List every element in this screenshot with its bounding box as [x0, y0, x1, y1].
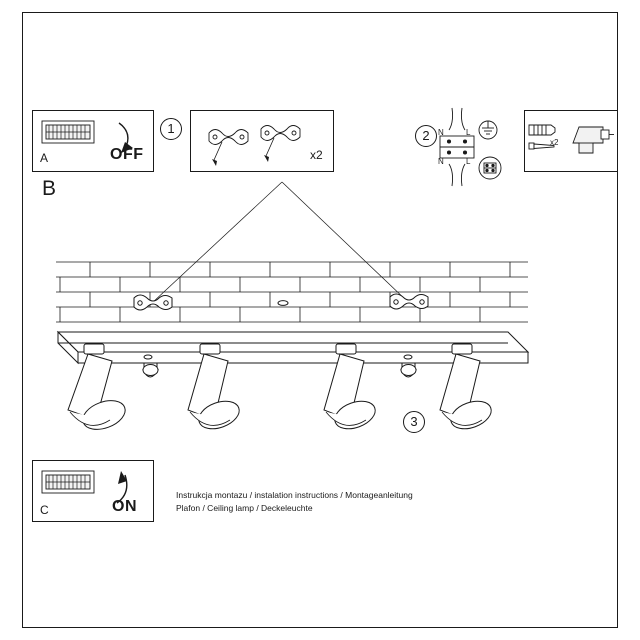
document-subtitle: Plafon / Ceiling lamp / Deckeleuchte	[176, 503, 313, 513]
step-2-number: 2	[415, 125, 437, 147]
panel-c-letter: C	[40, 503, 49, 517]
step-1-number: 1	[160, 118, 182, 140]
tools-graphics	[525, 111, 617, 171]
panel-a-letter: A	[40, 151, 49, 165]
terminal-label-l-bottom: L	[466, 157, 471, 166]
step-1-quantity: x2	[310, 148, 323, 162]
panel-tools	[524, 110, 618, 172]
panel-a-state-label: OFF	[110, 146, 144, 163]
terminal-label-n-bottom: N	[438, 157, 444, 166]
terminal-label-l-top: L	[466, 128, 471, 137]
panel-b-letter: B	[42, 177, 57, 200]
tools-quantity: x2	[550, 138, 559, 147]
document-title: Instrukcja montazu / instalation instructions / Montageanleitung	[176, 490, 413, 500]
step-3-number: 3	[403, 411, 425, 433]
terminal-label-n-top: N	[438, 128, 444, 137]
panel-c-state-label: ON	[112, 498, 137, 515]
